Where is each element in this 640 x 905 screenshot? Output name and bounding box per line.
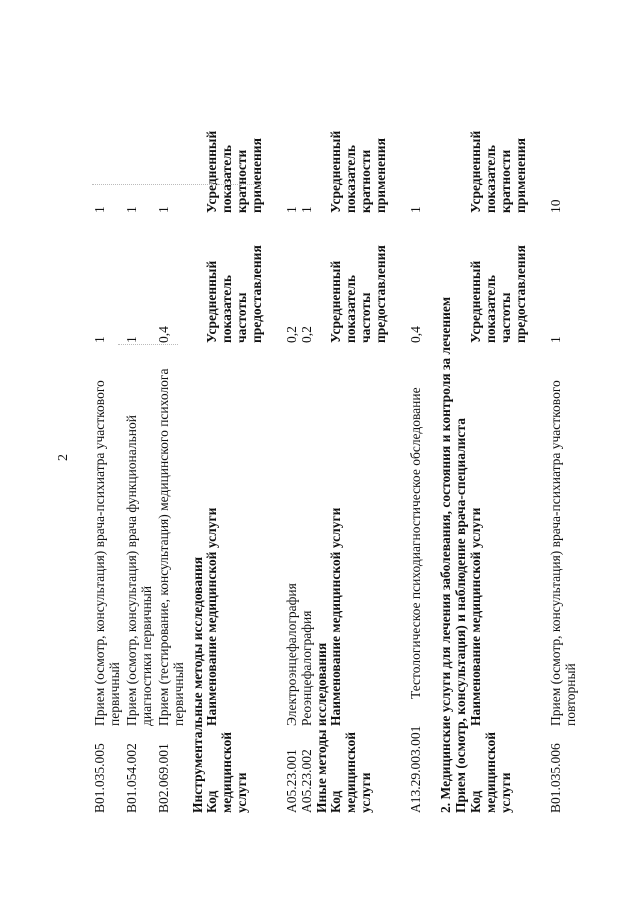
header-frequency: Усредненный показатель частоты предоставления [204,245,264,343]
service-code: A13.29.003.001 [408,725,423,813]
section-title: Инструментальные методы исследования [190,556,205,813]
frequency-value: 1 [92,336,107,343]
service-name: Тестологическое психодиагностическое обследование [408,387,423,699]
multiplicity-value: 1 [299,206,314,213]
multiplicity-value: 10 [548,199,563,213]
header-code: Код медицинской услуги [204,731,249,813]
service-name: Электроэнцефалография [284,583,299,726]
service-code: B02.069.001 [156,743,171,813]
service-code: B01.054.002 [124,743,139,813]
header-code: Код медицинской услуги [328,731,373,813]
header-name: Наименование медицинской услуги [328,507,343,726]
frequency-value: 1 [124,336,139,343]
frequency-value: 0,2 [299,326,314,343]
scan-artifact-line [92,184,262,185]
service-code: A05.23.001 [284,749,299,813]
service-name: Прием (осмотр, консультация) врача-психиатра участкового повторный [548,380,578,726]
frequency-value: 0,2 [284,326,299,343]
header-frequency: Усредненный показатель частоты предоставления [328,245,388,343]
service-code: B01.035.005 [92,743,107,813]
service-name: Реоэнцефалография [299,610,314,726]
multiplicity-value: 1 [124,206,139,213]
service-code: B01.035.006 [548,743,563,813]
section-subtitle: Прием (осмотр, консультация) и наблюдение врача-специалиста [453,418,468,813]
section-title: Иные методы исследования [314,642,329,813]
multiplicity-value: 1 [156,206,171,213]
frequency-value: 0,4 [156,326,171,343]
section-title: 2. Медицинские услуги для лечения заболевания, состояния и контроля за лечением [438,296,453,813]
page-number: 2 [56,454,71,461]
header-multiplicity: Усредненный показатель кратности применения [204,130,264,213]
header-frequency: Усредненный показатель частоты предоставления [468,245,528,343]
header-name: Наименование медицинской услуги [468,507,483,726]
multiplicity-value: 1 [284,206,299,213]
header-name: Наименование медицинской услуги [204,507,219,726]
service-code: A05.23.002 [299,749,314,813]
multiplicity-value: 1 [92,206,107,213]
frequency-value: 0,4 [408,326,423,343]
scan-artifact-line [118,344,178,345]
frequency-value: 1 [548,336,563,343]
service-name: Прием (осмотр, консультация) врача функциональной диагностики первичный [124,415,154,726]
service-name: Прием (тестирование, консультация) медицинского психолога первичный [156,368,186,726]
service-name: Прием (осмотр, консультация) врача-психиатра участкового первичный [92,380,122,726]
multiplicity-value: 1 [408,206,423,213]
header-code: Код медицинской услуги [468,731,513,813]
header-multiplicity: Усредненный показатель кратности применения [328,130,388,213]
header-multiplicity: Усредненный показатель кратности применения [468,130,528,213]
